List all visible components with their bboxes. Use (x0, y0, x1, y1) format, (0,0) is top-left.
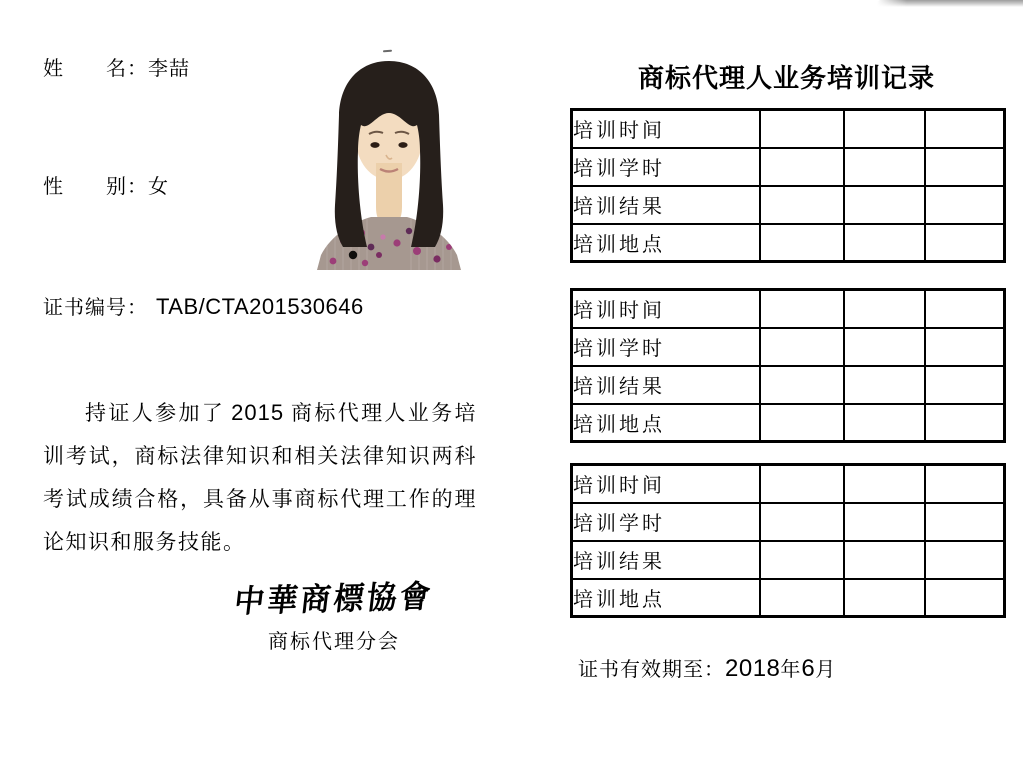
training-table-1 (570, 108, 1006, 263)
training-record-title: 商标代理人业务培训记录 (637, 63, 935, 93)
gender-label: 性 别 (43, 176, 127, 198)
value-cell (925, 404, 1005, 442)
table-row (572, 404, 1005, 442)
value-cell (844, 186, 925, 224)
table-row (572, 148, 1005, 186)
issuer-branch-name: 商标代理分会 (268, 631, 400, 653)
name-colon: ： (127, 58, 148, 80)
gender-row (43, 174, 169, 200)
row-label-hours: 培训学时 (572, 328, 760, 366)
validity-row (578, 653, 836, 683)
name-value: 李喆 (148, 58, 190, 80)
validity-colon: ： (704, 659, 725, 681)
value-cell (760, 579, 844, 617)
value-cell (925, 465, 1005, 503)
row-label-result: 培训结果 (572, 541, 760, 579)
validity-month: 6 (801, 655, 816, 682)
value-cell (844, 328, 925, 366)
training-table-2 (570, 288, 1006, 443)
table-row (572, 110, 1005, 148)
value-cell (760, 186, 844, 224)
value-cell (844, 503, 925, 541)
table-row (572, 328, 1005, 366)
row-label-time: 培训时间 (572, 465, 760, 503)
value-cell (844, 148, 925, 186)
table-row (572, 579, 1005, 617)
table-row (572, 465, 1005, 503)
row-label-place: 培训地点 (572, 579, 760, 617)
value-cell (844, 290, 925, 328)
row-label-result: 培训结果 (572, 366, 760, 404)
validity-label: 证书有效期至 (578, 659, 704, 681)
value-cell (760, 290, 844, 328)
cert-number-value: TAB/CTA201530646 (156, 294, 364, 319)
validity-year: 2018 (725, 655, 781, 682)
value-cell (760, 110, 844, 148)
value-cell (844, 465, 925, 503)
scan-artifact-mark (383, 50, 392, 53)
value-cell (760, 328, 844, 366)
window-edge-shadow (877, 0, 1023, 7)
table-row (572, 541, 1005, 579)
value-cell (925, 503, 1005, 541)
row-label-time: 培训时间 (572, 110, 760, 148)
value-cell (844, 224, 925, 262)
statement-year: 2015 (231, 400, 285, 425)
value-cell (844, 579, 925, 617)
issuer-seal-block (218, 574, 450, 654)
value-cell (760, 224, 844, 262)
value-cell (925, 541, 1005, 579)
id-photo (313, 55, 465, 270)
table-row (572, 224, 1005, 262)
value-cell (925, 186, 1005, 224)
value-cell (925, 224, 1005, 262)
cert-number-label: 证书编号 (43, 297, 127, 319)
value-cell (925, 579, 1005, 617)
value-cell (844, 404, 925, 442)
gender-value: 女 (148, 176, 169, 198)
table-row (572, 290, 1005, 328)
row-label-result: 培训结果 (572, 186, 760, 224)
value-cell (760, 503, 844, 541)
row-label-place: 培训地点 (572, 404, 760, 442)
row-label-hours: 培训学时 (572, 503, 760, 541)
table-row (572, 366, 1005, 404)
cert-number-row (43, 294, 364, 321)
value-cell (844, 541, 925, 579)
value-cell (925, 110, 1005, 148)
validity-month-unit: 月 (815, 659, 837, 681)
value-cell (844, 110, 925, 148)
gender-colon: ： (127, 176, 148, 198)
name-label: 姓 名 (43, 58, 127, 80)
table-row (572, 503, 1005, 541)
value-cell (760, 541, 844, 579)
row-label-place: 培训地点 (572, 224, 760, 262)
value-cell (760, 404, 844, 442)
statement-suffix: 商标代理人业务培训考试，商标法律知识和相关法律知识两科考试成绩合格，具备从事商标代理工作的理论知识和服务技能。 (43, 401, 478, 554)
value-cell (760, 465, 844, 503)
name-row (43, 56, 190, 82)
value-cell (925, 290, 1005, 328)
value-cell (844, 366, 925, 404)
value-cell (760, 148, 844, 186)
value-cell (760, 366, 844, 404)
certificate-statement (43, 391, 477, 564)
training-table-3 (570, 463, 1006, 618)
value-cell (925, 148, 1005, 186)
validity-year-unit: 年 (780, 659, 802, 681)
table-row (572, 186, 1005, 224)
row-label-hours: 培训学时 (572, 148, 760, 186)
value-cell (925, 328, 1005, 366)
row-label-time: 培训时间 (572, 290, 760, 328)
statement-prefix: 持证人参加了 (85, 401, 226, 425)
cert-number-colon: ： (127, 297, 148, 319)
issuer-seal-calligraphy: 中華商標協會 (232, 579, 435, 620)
value-cell (925, 366, 1005, 404)
